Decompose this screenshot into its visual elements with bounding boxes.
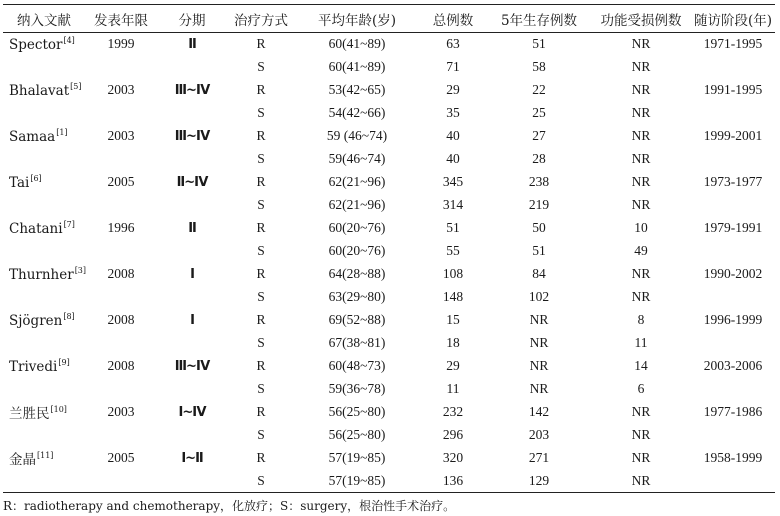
stage-cell: Ⅰ~Ⅱ — [181, 450, 203, 466]
stage-cell — [157, 148, 227, 171]
study-cell — [3, 309, 85, 332]
study-table-container — [3, 4, 775, 493]
survival-cell: 25 — [532, 105, 546, 120]
year-cell: 2008 — [107, 358, 135, 373]
column-header-age: 平均年龄(岁) — [295, 5, 419, 33]
table-row — [3, 240, 775, 263]
stage-cell: Ⅲ~Ⅳ — [174, 128, 210, 144]
total-cell: 71 — [446, 59, 460, 74]
survival-cell: 271 — [528, 450, 550, 465]
treatment-cell: S — [257, 59, 265, 74]
follow-up-cell: 1971-1995 — [703, 36, 763, 52]
year-cell: 2003 — [107, 128, 135, 143]
reference-number: [10] — [50, 405, 67, 414]
age-cell: 63(29~80) — [328, 289, 386, 304]
total-cell: 18 — [446, 335, 460, 350]
table-row — [3, 217, 775, 240]
total-cell: 55 — [446, 243, 460, 258]
stage-cell — [157, 56, 227, 79]
follow-up-cell: 1977-1986 — [703, 404, 763, 419]
treatment-cell: R — [256, 82, 266, 97]
study-cell — [3, 286, 85, 309]
survival-cell: 28 — [532, 151, 546, 166]
age-cell: 56(25~80) — [328, 404, 386, 419]
stage-cell: Ⅲ~Ⅳ — [174, 82, 210, 98]
age-cell: 57(19~85) — [328, 450, 386, 465]
year-cell — [85, 194, 157, 217]
survival-cell: 51 — [532, 243, 546, 258]
year-cell — [85, 332, 157, 355]
total-cell: 11 — [446, 381, 460, 396]
table-row — [3, 286, 775, 309]
total-cell: 320 — [442, 450, 464, 465]
survival-cell: 27 — [532, 128, 546, 143]
stage-cell — [157, 102, 227, 125]
total-cell: 29 — [446, 358, 460, 373]
follow-up-cell — [691, 286, 775, 309]
treatment-cell: S — [257, 289, 265, 304]
table-row — [3, 171, 775, 194]
reference-number: [4] — [63, 35, 75, 45]
total-cell: 136 — [419, 470, 487, 493]
table-row — [3, 102, 775, 125]
survival-cell: 51 — [532, 36, 546, 52]
treatment-cell: R — [256, 266, 266, 281]
survival-cell: 58 — [532, 59, 546, 74]
table-row — [3, 355, 775, 378]
column-header-survival: 5年生存例数 — [487, 5, 591, 33]
table-header — [3, 5, 775, 33]
follow-up-cell: 1996-1999 — [703, 312, 763, 327]
impaired-cell: NR — [631, 82, 651, 97]
year-cell: 2008 — [107, 266, 135, 281]
year-cell: 2003 — [107, 404, 135, 419]
total-cell: 345 — [442, 174, 464, 189]
study-cell — [3, 102, 85, 125]
follow-up-cell: 1990-2002 — [703, 266, 763, 281]
impaired-cell: NR — [631, 404, 651, 419]
study-cell — [3, 332, 85, 355]
treatment-cell: S — [257, 335, 265, 350]
treatment-cell: R — [256, 36, 266, 52]
impaired-cell: NR — [631, 59, 651, 74]
header-row — [3, 5, 775, 33]
column-header-treatment: 治疗方式 — [227, 5, 295, 33]
survival-cell: 203 — [528, 427, 550, 442]
table-row — [3, 424, 775, 447]
column-header-follow-up: 随访阶段(年) — [691, 5, 775, 33]
year-cell: 1999 — [107, 36, 135, 52]
survival-cell: NR — [529, 312, 549, 327]
age-cell: 62(21~96) — [328, 197, 386, 212]
column-header-year: 发表年限 — [85, 5, 157, 33]
age-cell: 53(42~65) — [328, 82, 386, 97]
column-header-impaired: 功能受损例数 — [591, 5, 691, 33]
stage-cell: Ⅱ — [188, 36, 196, 52]
survival-cell: NR — [529, 381, 549, 396]
age-cell: 69(52~88) — [328, 312, 386, 327]
stage-cell — [157, 332, 227, 355]
stage-cell — [157, 424, 227, 447]
study-name: Spector — [9, 36, 63, 53]
survival-cell: NR — [529, 335, 549, 350]
study-cell — [3, 424, 85, 447]
treatment-cell: R — [256, 174, 266, 189]
study-cell — [3, 447, 85, 470]
study-cell — [3, 125, 85, 148]
treatment-cell: R — [256, 450, 266, 465]
survival-cell: NR — [529, 358, 549, 373]
total-cell: 35 — [446, 105, 460, 120]
impaired-cell: 8 — [637, 312, 645, 327]
stage-cell — [157, 240, 227, 263]
follow-up-cell: 1991-1995 — [703, 82, 763, 97]
survival-cell: 50 — [532, 220, 546, 235]
study-cell — [3, 171, 85, 194]
total-cell: 148 — [442, 289, 464, 304]
year-cell: 2003 — [107, 82, 135, 97]
study-name: Tai — [9, 174, 30, 191]
survival-cell: 102 — [528, 289, 550, 304]
age-cell: 60(41~89) — [328, 36, 386, 52]
table-row — [3, 447, 775, 470]
table-row — [3, 470, 775, 493]
column-header-total: 总例数 — [419, 5, 487, 33]
year-cell — [85, 286, 157, 309]
follow-up-cell: 1973-1977 — [703, 174, 763, 189]
follow-up-cell: 2003-2006 — [703, 358, 763, 373]
reference-number: [9] — [58, 357, 70, 367]
follow-up-cell — [691, 424, 775, 447]
age-cell: 60(20~76) — [328, 220, 386, 235]
study-table — [3, 4, 775, 493]
age-cell: 59(36~78) — [328, 381, 386, 396]
study-name: Bhalavat — [9, 82, 70, 99]
study-name: Samaa — [9, 128, 56, 145]
study-name: Thurnher — [9, 266, 74, 283]
stage-cell — [157, 194, 227, 217]
total-cell: 63 — [446, 36, 460, 52]
age-cell: 67(38~81) — [328, 335, 386, 350]
table-row — [3, 125, 775, 148]
study-name: 金晶 — [9, 452, 36, 468]
stage-cell — [157, 378, 227, 401]
reference-number: [7] — [63, 219, 75, 229]
stage-cell — [157, 286, 227, 309]
study-cell — [3, 56, 85, 79]
stage-cell: Ⅱ~Ⅳ — [176, 174, 208, 190]
impaired-cell: NR — [631, 266, 651, 281]
table-row — [3, 309, 775, 332]
impaired-cell: 14 — [634, 358, 648, 373]
year-cell: 2005 — [107, 174, 135, 189]
stage-cell: Ⅲ~Ⅳ — [174, 358, 210, 374]
study-name: 兰胜民 — [9, 406, 50, 422]
treatment-cell: S — [227, 470, 295, 493]
year-cell — [85, 240, 157, 263]
study-cell — [3, 355, 85, 378]
footnote: R：radiotherapy and chemotherapy，化放疗；S：surgery，根治性手术治疗。 — [3, 499, 456, 513]
follow-up-cell — [691, 332, 775, 355]
table-row — [3, 79, 775, 102]
follow-up-cell — [691, 194, 775, 217]
impaired-cell: NR — [631, 105, 651, 120]
total-cell: 232 — [442, 404, 464, 419]
follow-up-cell — [691, 240, 775, 263]
impaired-cell: NR — [631, 197, 651, 212]
age-cell: 60(48~73) — [328, 358, 386, 373]
survival-cell: 219 — [528, 197, 550, 212]
treatment-cell: S — [257, 197, 265, 212]
follow-up-cell — [691, 102, 775, 125]
study-cell — [3, 194, 85, 217]
follow-up-cell — [691, 470, 775, 493]
impaired-cell: NR — [631, 36, 651, 52]
stage-cell: Ⅰ — [190, 266, 194, 282]
study-cell — [3, 378, 85, 401]
follow-up-cell — [691, 378, 775, 401]
table-body — [3, 33, 775, 493]
age-cell: 54(42~66) — [328, 105, 386, 120]
impaired-cell: 10 — [634, 220, 648, 235]
impaired-cell: NR — [591, 470, 691, 493]
table-row — [3, 194, 775, 217]
year-cell: 1996 — [107, 220, 135, 235]
study-cell — [3, 148, 85, 171]
treatment-cell: R — [256, 128, 266, 143]
survival-cell: 22 — [532, 82, 546, 97]
table-row — [3, 148, 775, 171]
treatment-cell: R — [256, 312, 266, 327]
reference-number: [6] — [30, 173, 42, 183]
table-row — [3, 401, 775, 424]
total-cell: 15 — [446, 312, 460, 327]
year-cell — [85, 102, 157, 125]
study-name: Chatani — [9, 220, 63, 237]
study-cell — [3, 401, 85, 424]
follow-up-cell: 1999-2001 — [703, 128, 763, 143]
reference-number: [8] — [63, 311, 75, 321]
study-name: Sjögren — [9, 312, 63, 329]
age-cell: 57(19~85) — [295, 470, 419, 493]
treatment-cell: S — [257, 105, 265, 120]
table-row — [3, 56, 775, 79]
table-row — [3, 33, 775, 56]
follow-up-cell — [691, 148, 775, 171]
year-cell — [85, 56, 157, 79]
reference-number: [5] — [70, 81, 82, 91]
stage-cell — [157, 470, 227, 493]
impaired-cell: 6 — [637, 381, 645, 396]
year-cell: 2008 — [107, 312, 135, 327]
age-cell: 56(25~80) — [328, 427, 386, 442]
survival-cell: 238 — [528, 174, 550, 189]
age-cell: 62(21~96) — [328, 174, 386, 189]
treatment-cell: R — [256, 358, 266, 373]
study-cell — [3, 263, 85, 286]
follow-up-cell — [691, 56, 775, 79]
year-cell — [85, 470, 157, 493]
study-name: Trivedi — [9, 358, 58, 375]
impaired-cell: NR — [631, 174, 651, 189]
impaired-cell: 49 — [634, 243, 648, 258]
stage-cell: Ⅰ~Ⅳ — [178, 404, 206, 420]
survival-cell: 129 — [487, 470, 591, 493]
year-cell: 2005 — [107, 450, 135, 465]
total-cell: 29 — [446, 82, 460, 97]
study-cell — [3, 217, 85, 240]
follow-up-cell: 1979-1991 — [703, 220, 763, 235]
survival-cell: 142 — [528, 404, 550, 419]
age-cell: 60(20~76) — [328, 243, 386, 258]
age-cell: 60(41~89) — [328, 59, 386, 74]
study-cell — [3, 33, 85, 56]
treatment-cell: R — [256, 404, 266, 419]
treatment-cell: S — [257, 427, 265, 442]
total-cell: 296 — [442, 427, 464, 442]
impaired-cell: NR — [631, 450, 651, 465]
total-cell: 40 — [446, 151, 460, 166]
follow-up-cell: 1958-1999 — [703, 450, 763, 465]
column-header-study: 纳入文献 — [3, 5, 85, 33]
study-cell — [3, 470, 85, 493]
impaired-cell: NR — [631, 289, 651, 304]
total-cell: 108 — [442, 266, 464, 281]
stage-cell: Ⅰ — [190, 312, 194, 328]
total-cell: 314 — [442, 197, 464, 212]
table-row — [3, 332, 775, 355]
impaired-cell: NR — [631, 128, 651, 143]
treatment-cell: S — [257, 151, 265, 166]
treatment-cell: S — [257, 381, 265, 396]
age-cell: 59(46~74) — [328, 151, 386, 166]
treatment-cell: S — [257, 243, 265, 258]
study-cell — [3, 240, 85, 263]
column-header-stage: 分期 — [157, 5, 227, 33]
table-row — [3, 263, 775, 286]
total-cell: 51 — [446, 220, 460, 235]
year-cell — [85, 378, 157, 401]
impaired-cell: 11 — [634, 335, 648, 350]
year-cell — [85, 424, 157, 447]
stage-cell: Ⅱ — [188, 220, 196, 236]
treatment-cell: R — [256, 220, 266, 235]
study-cell — [3, 79, 85, 102]
reference-number: [11] — [37, 451, 54, 460]
age-cell: 59 (46~74) — [326, 128, 388, 143]
impaired-cell: NR — [631, 151, 651, 166]
reference-number: [1] — [56, 127, 68, 137]
impaired-cell: NR — [631, 427, 651, 442]
age-cell: 64(28~88) — [328, 266, 386, 281]
table-row — [3, 378, 775, 401]
survival-cell: 84 — [532, 266, 546, 281]
year-cell — [85, 148, 157, 171]
reference-number: [3] — [74, 265, 87, 275]
total-cell: 40 — [446, 128, 460, 143]
